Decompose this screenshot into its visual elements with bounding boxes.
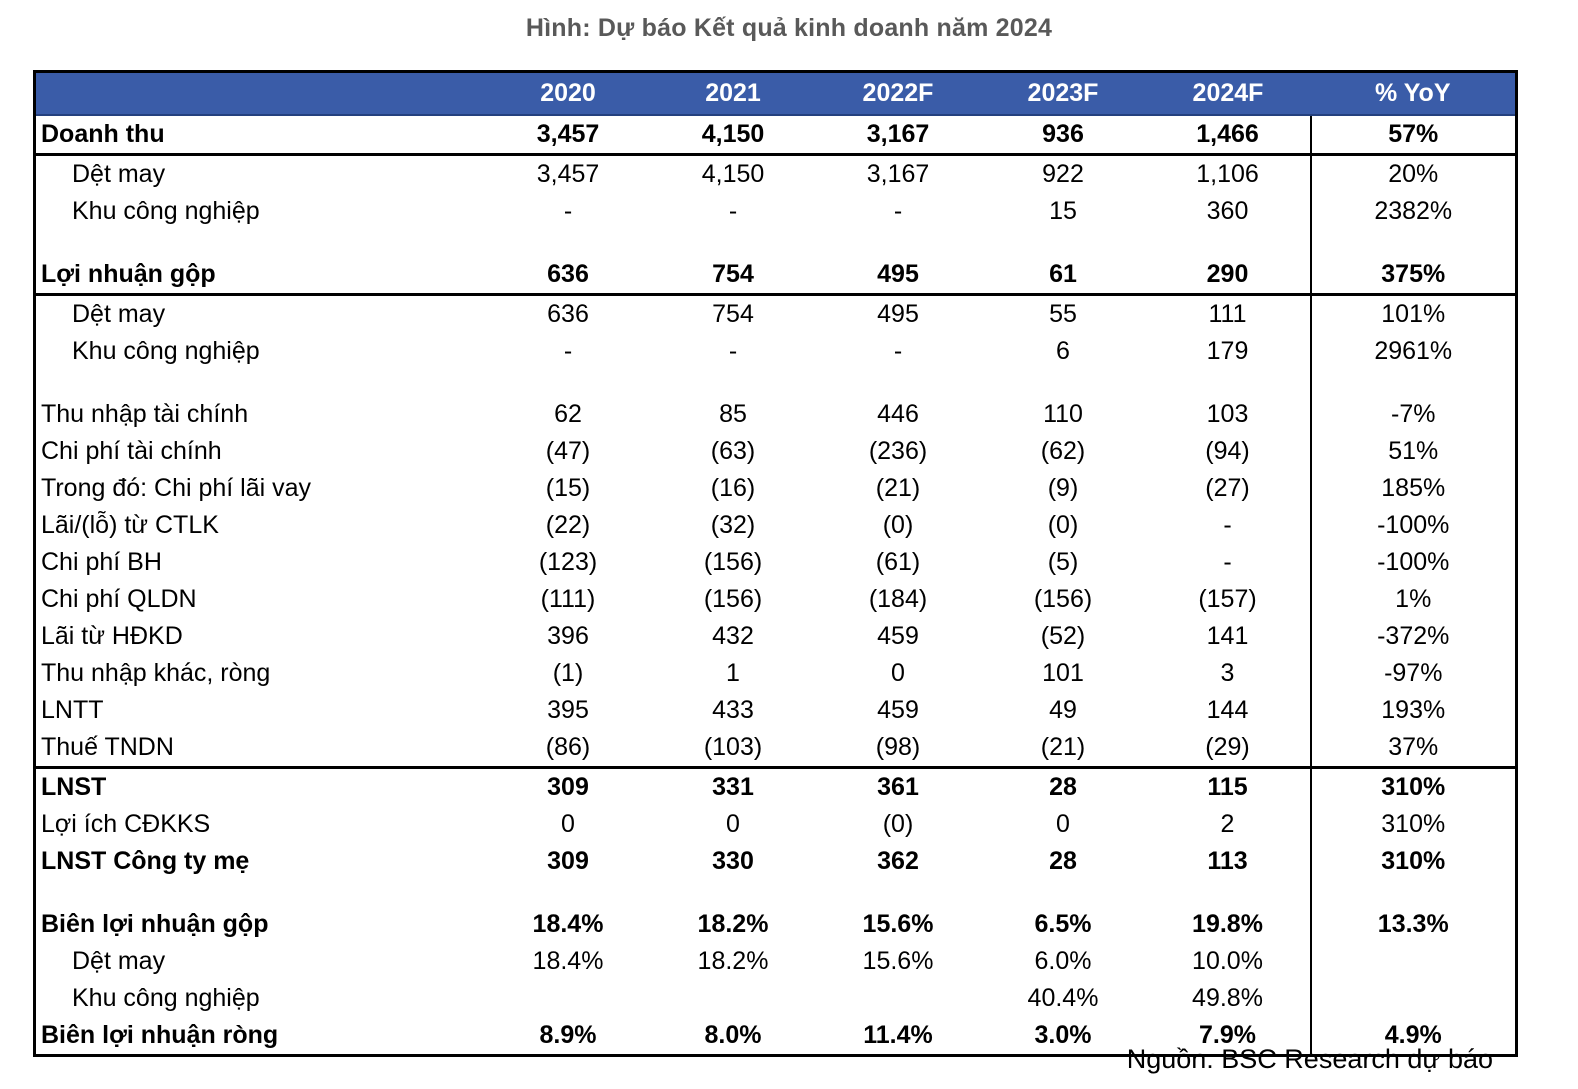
row-label: Khu công nghiệp bbox=[72, 984, 260, 1012]
cell: 20% bbox=[1311, 155, 1517, 194]
cell: (5) bbox=[1047, 548, 1079, 576]
cell: 141 bbox=[1206, 622, 1249, 650]
cell: 309 bbox=[547, 773, 589, 801]
table-row bbox=[35, 906, 1517, 943]
row-label: Biên lợi nhuận ròng bbox=[41, 1021, 279, 1049]
cell: (156) bbox=[1033, 585, 1093, 613]
cell: 309 bbox=[547, 847, 589, 875]
cell: 331 bbox=[712, 773, 754, 801]
cell: 636 bbox=[547, 300, 589, 328]
cell: 7.9% bbox=[1199, 1021, 1256, 1049]
cell: 15.6% bbox=[862, 910, 934, 938]
cell: (0) bbox=[882, 511, 914, 539]
cell: 18.2% bbox=[697, 947, 769, 975]
row-label: Chi phí tài chính bbox=[41, 437, 222, 465]
cell: 395 bbox=[547, 696, 589, 724]
cell: 6.0% bbox=[1034, 947, 1092, 975]
table-header bbox=[35, 72, 1517, 116]
spacer-cell bbox=[816, 880, 981, 906]
cell: -100% bbox=[1311, 507, 1517, 544]
cell: 310% bbox=[1311, 768, 1517, 807]
cell bbox=[486, 980, 651, 1017]
cell: 310% bbox=[1311, 806, 1517, 843]
row-label: Khu công nghiệp bbox=[72, 337, 260, 365]
spacer-cell bbox=[816, 370, 981, 396]
spacer-row bbox=[35, 230, 1517, 256]
cell: (32) bbox=[710, 511, 756, 539]
cell: 2382% bbox=[1311, 193, 1517, 230]
cell: -372% bbox=[1311, 618, 1517, 655]
cell: -97% bbox=[1311, 655, 1517, 692]
cell: (62) bbox=[1040, 437, 1086, 465]
cell: 28 bbox=[1049, 847, 1077, 875]
row-label: Biên lợi nhuận gộp bbox=[41, 910, 269, 938]
spacer-cell bbox=[651, 880, 816, 906]
row-label: Dệt may bbox=[72, 300, 166, 328]
cell: 6.5% bbox=[1034, 910, 1092, 938]
cell: 55 bbox=[1049, 300, 1077, 328]
cell: 1,106 bbox=[1196, 160, 1259, 188]
cell: (27) bbox=[1205, 474, 1250, 502]
header-cell: 2023F bbox=[981, 72, 1146, 116]
table-row bbox=[35, 729, 1517, 768]
table-row bbox=[35, 768, 1517, 807]
spacer-cell bbox=[1311, 230, 1517, 256]
table-row bbox=[35, 396, 1517, 433]
cell: (157) bbox=[1198, 585, 1257, 613]
cell: 360 bbox=[1206, 197, 1249, 225]
cell: 144 bbox=[1206, 696, 1249, 724]
table-row bbox=[35, 507, 1517, 544]
spacer-cell bbox=[981, 880, 1146, 906]
cell: 6 bbox=[1056, 337, 1070, 365]
cell: 361 bbox=[877, 773, 919, 801]
spacer-cell bbox=[486, 370, 651, 396]
table-row bbox=[35, 618, 1517, 655]
spacer-cell bbox=[981, 230, 1146, 256]
cell: 85 bbox=[719, 400, 747, 428]
spacer-cell bbox=[651, 370, 816, 396]
spacer-cell bbox=[981, 370, 1146, 396]
row-label: Khu công nghiệp bbox=[72, 197, 260, 225]
cell: 19.8% bbox=[1192, 910, 1263, 938]
cell: (156) bbox=[703, 585, 763, 613]
cell: (156) bbox=[703, 548, 763, 576]
row-label: LNTT bbox=[41, 696, 104, 724]
cell: (9) bbox=[1047, 474, 1079, 502]
cell: 432 bbox=[712, 622, 754, 650]
spacer-cell bbox=[1146, 880, 1311, 906]
cell: 3,167 bbox=[816, 115, 981, 155]
cell: 4,150 bbox=[701, 160, 765, 188]
cell: 3,457 bbox=[536, 160, 600, 188]
cell: 3.0% bbox=[1034, 1021, 1092, 1049]
cell: (123) bbox=[538, 548, 598, 576]
table-row bbox=[35, 256, 1517, 295]
row-label: Thu nhập tài chính bbox=[41, 400, 249, 428]
cell: (86) bbox=[486, 729, 651, 768]
cell bbox=[651, 980, 816, 1017]
table-row bbox=[35, 843, 1517, 880]
cell: 193% bbox=[1311, 692, 1517, 729]
cell: 115 bbox=[1207, 773, 1248, 801]
cell: - bbox=[1223, 511, 1232, 539]
cell: 185% bbox=[1311, 470, 1517, 507]
cell: 13.3% bbox=[1311, 906, 1517, 943]
header-cell: 2020 bbox=[486, 72, 651, 116]
cell: 28 bbox=[1049, 773, 1077, 801]
row-label: Chi phí BH bbox=[41, 548, 162, 576]
cell: 51% bbox=[1311, 433, 1517, 470]
cell: (21) bbox=[981, 729, 1146, 768]
cell: 1% bbox=[1311, 581, 1517, 618]
source-note: Nguồn: BSC Research dự báo bbox=[1126, 1044, 1493, 1074]
cell: 101% bbox=[1311, 295, 1517, 334]
row-label: Dệt may bbox=[72, 160, 166, 188]
cell: 61 bbox=[981, 256, 1146, 295]
row-label: Dệt may bbox=[72, 947, 166, 975]
cell: (47) bbox=[545, 437, 591, 465]
spacer-cell bbox=[1146, 370, 1311, 396]
cell: (94) bbox=[1205, 437, 1250, 465]
row-label: LNST Công ty mẹ bbox=[41, 847, 250, 875]
header-row bbox=[35, 72, 1517, 116]
spacer-cell bbox=[816, 230, 981, 256]
table-row bbox=[35, 295, 1517, 334]
cell: 49 bbox=[1049, 696, 1077, 724]
cell: 936 bbox=[981, 115, 1146, 155]
cell: (22) bbox=[545, 511, 591, 539]
table-row bbox=[35, 980, 1517, 1017]
cell: (0) bbox=[882, 810, 914, 838]
table-row bbox=[35, 544, 1517, 581]
cell: 49.8% bbox=[1192, 984, 1263, 1012]
table-row bbox=[35, 581, 1517, 618]
cell bbox=[816, 980, 981, 1017]
cell: (15) bbox=[545, 474, 591, 502]
table-row bbox=[35, 193, 1517, 230]
cell: 113 bbox=[1207, 847, 1248, 875]
cell: 396 bbox=[547, 622, 589, 650]
cell: (61) bbox=[875, 548, 921, 576]
cell: 1,466 bbox=[1146, 115, 1311, 155]
cell: (52) bbox=[1040, 622, 1086, 650]
spacer-cell bbox=[486, 880, 651, 906]
cell: 0 bbox=[561, 810, 575, 838]
cell: 433 bbox=[712, 696, 754, 724]
cell: 1 bbox=[726, 659, 740, 687]
cell: (98) bbox=[816, 729, 981, 768]
cell: 18.2% bbox=[697, 910, 769, 938]
cell: 922 bbox=[1042, 160, 1084, 188]
table-row bbox=[35, 155, 1517, 194]
cell: 375% bbox=[1311, 256, 1517, 295]
row-label: Chi phí QLDN bbox=[41, 585, 197, 613]
cell: 495 bbox=[816, 256, 981, 295]
cell: 636 bbox=[486, 256, 651, 295]
cell: -7% bbox=[1311, 396, 1517, 433]
cell: 3 bbox=[1220, 659, 1235, 687]
cell: 8.0% bbox=[704, 1021, 762, 1049]
cell: 103 bbox=[1206, 400, 1249, 428]
cell: (21) bbox=[875, 474, 921, 502]
table-row bbox=[35, 470, 1517, 507]
cell: (1) bbox=[552, 659, 584, 687]
cell: (184) bbox=[868, 585, 928, 613]
cell: 290 bbox=[1146, 256, 1311, 295]
spacer-cell bbox=[35, 370, 486, 396]
cell: - bbox=[563, 337, 573, 365]
header-cell: % YoY bbox=[1311, 72, 1517, 116]
cell: - bbox=[1223, 548, 1232, 576]
cell: - bbox=[728, 337, 738, 365]
forecast-table bbox=[33, 70, 1518, 1057]
cell: - bbox=[893, 197, 903, 225]
cell: 0 bbox=[891, 659, 905, 687]
cell: (63) bbox=[710, 437, 756, 465]
cell: 40.4% bbox=[1027, 984, 1099, 1012]
row-label: LNST bbox=[41, 773, 107, 801]
cell: 18.4% bbox=[532, 947, 604, 975]
table-row bbox=[35, 433, 1517, 470]
cell: 3,167 bbox=[866, 160, 930, 188]
table-body bbox=[35, 115, 1517, 1056]
spacer-cell bbox=[1311, 880, 1517, 906]
table-row bbox=[35, 655, 1517, 692]
cell: 2 bbox=[1220, 810, 1235, 838]
spacer-cell bbox=[651, 230, 816, 256]
cell: (29) bbox=[1146, 729, 1311, 768]
spacer-row bbox=[35, 370, 1517, 396]
cell: 2961% bbox=[1311, 333, 1517, 370]
figure-title: Hình: Dự báo Kết quả kinh doanh năm 2024 bbox=[525, 14, 1053, 42]
cell: 459 bbox=[877, 622, 919, 650]
cell: 330 bbox=[712, 847, 754, 875]
cell: 0 bbox=[1056, 810, 1070, 838]
cell: 15.6% bbox=[862, 947, 934, 975]
cell: 4.9% bbox=[1311, 1017, 1517, 1056]
table-row bbox=[35, 692, 1517, 729]
cell: 495 bbox=[877, 300, 919, 328]
table-row bbox=[35, 943, 1517, 980]
cell: 362 bbox=[877, 847, 919, 875]
cell: (0) bbox=[1047, 511, 1079, 539]
row-label: Lợi ích CĐKKS bbox=[41, 810, 211, 838]
row-label: Trong đó: Chi phí lãi vay bbox=[41, 474, 312, 502]
cell: 37% bbox=[1311, 729, 1517, 768]
cell: 0 bbox=[726, 810, 740, 838]
row-label: Doanh thu bbox=[35, 115, 486, 155]
cell bbox=[1311, 980, 1517, 1017]
spacer-cell bbox=[35, 230, 486, 256]
cell: (236) bbox=[868, 437, 928, 465]
row-label: Thu nhập khác, ròng bbox=[41, 659, 271, 687]
cell bbox=[1311, 943, 1517, 980]
cell: 15 bbox=[1049, 197, 1077, 225]
header-cell: 2022F bbox=[816, 72, 981, 116]
forecast-table-container bbox=[33, 70, 1515, 1057]
cell: 446 bbox=[877, 400, 919, 428]
cell: - bbox=[563, 197, 573, 225]
cell: 754 bbox=[712, 300, 754, 328]
spacer-cell bbox=[1146, 230, 1311, 256]
header-cell: 2024F bbox=[1146, 72, 1311, 116]
row-label: Lợi nhuận gộp bbox=[35, 256, 486, 295]
cell: 459 bbox=[877, 696, 919, 724]
cell: - bbox=[728, 197, 738, 225]
table-row bbox=[35, 806, 1517, 843]
cell: 310% bbox=[1311, 843, 1517, 880]
cell: 8.9% bbox=[539, 1021, 597, 1049]
spacer-cell bbox=[1311, 370, 1517, 396]
table-row bbox=[35, 115, 1517, 155]
cell: 111 bbox=[1208, 300, 1247, 328]
cell: (103) bbox=[651, 729, 816, 768]
row-label: Lãi từ HĐKD bbox=[41, 622, 183, 650]
cell: (16) bbox=[710, 474, 756, 502]
cell: -100% bbox=[1311, 544, 1517, 581]
table-row bbox=[35, 333, 1517, 370]
header-cell: 2021 bbox=[651, 72, 816, 116]
cell: 62 bbox=[554, 400, 582, 428]
cell: 10.0% bbox=[1192, 947, 1263, 975]
spacer-cell bbox=[35, 880, 486, 906]
cell: 57% bbox=[1311, 115, 1517, 155]
row-label: Thuế TNDN bbox=[35, 729, 486, 768]
cell: 110 bbox=[1043, 400, 1083, 428]
cell: 18.4% bbox=[532, 910, 604, 938]
cell: 3,457 bbox=[486, 115, 651, 155]
cell: 179 bbox=[1206, 337, 1249, 365]
cell: 11.4% bbox=[863, 1021, 933, 1049]
cell: 754 bbox=[651, 256, 816, 295]
cell: - bbox=[893, 337, 903, 365]
spacer-cell bbox=[486, 230, 651, 256]
cell: 4,150 bbox=[651, 115, 816, 155]
cell: (111) bbox=[540, 585, 596, 613]
spacer-row bbox=[35, 880, 1517, 906]
cell: 101 bbox=[1042, 659, 1084, 687]
row-label: Lãi/(lỗ) từ CTLK bbox=[41, 511, 219, 539]
header-cell-label bbox=[35, 72, 486, 116]
